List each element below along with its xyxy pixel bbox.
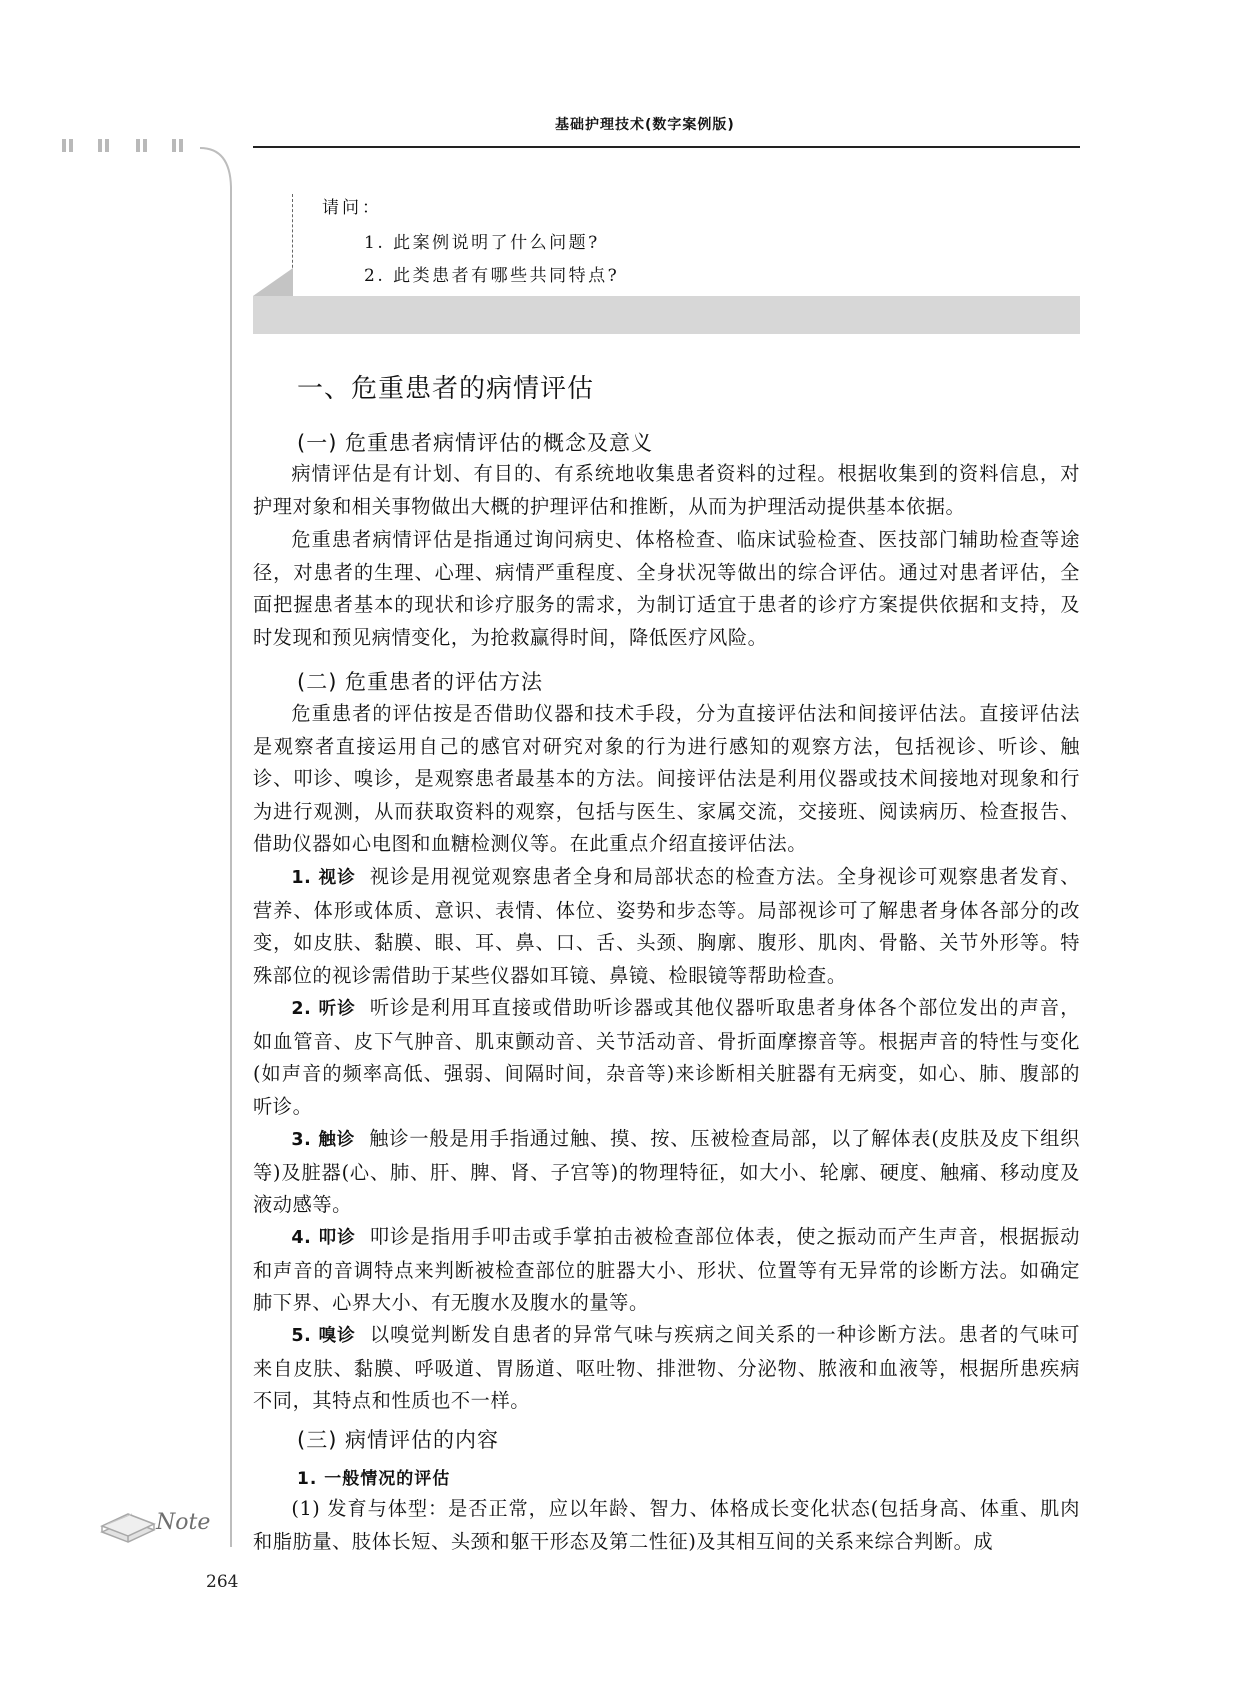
paragraph: 危重患者病情评估是指通过询问病史、体格检查、临床试验检查、医技部门辅助检查等途径，对患者的生理、心理、病情严重程度、全身状况等做出的综合评估。通过对患者评估，全面把握患者基本的现状和诊疗服务的需求，为制订适宜于患者的诊疗方案提供依据和支持，及时发现和预见病情变化，为抢救赢得时间，降低医疗风险。: [253, 528, 1080, 649]
case-question-1: 1. 此案例说明了什么问题?: [364, 233, 600, 253]
item-label: 4. 叩诊: [291, 1228, 356, 1248]
item-label: 3. 触诊: [291, 1130, 356, 1150]
subsection-title-3: (三) 病情评估的内容: [297, 1428, 500, 1452]
subsection-title-2: (二) 危重患者的评估方法: [297, 670, 544, 694]
section-title: 一、危重患者的病情评估: [297, 374, 595, 404]
item-label: 2. 听诊: [291, 999, 356, 1019]
item-text: 视诊是用视觉观察患者全身和局部状态的检查方法。全身视诊可观察患者发育、营养、体形或体质、意识、表情、体位、姿势和步态等。局部视诊可了解患者身体各部分的改变，如皮肤、黏膜、眼、耳、鼻、口、舌、头颈、胸廓、腹形、肌肉、骨骼、关节外形等。特殊部位的视诊需借助于某些仪器如耳镜、鼻镜、检眼镜等帮助检查。: [253, 865, 1080, 987]
margin-decoration-marks: [62, 139, 202, 155]
item-label: 5. 嗅诊: [291, 1326, 356, 1346]
note-label: Note: [156, 1510, 211, 1535]
page-number: 264: [206, 1572, 239, 1592]
list-item: [253, 1319, 1080, 1418]
list-item: [253, 992, 1080, 1123]
list-item: [253, 861, 1080, 992]
paragraph: 危重患者的评估按是否借助仪器和技术手段，分为直接评估法和间接评估法。直接评估法是观察者直接运用自己的感官对研究对象的行为进行感知的观察方法，包括视诊、听诊、触诊、叩诊、嗅诊，是观察患者最基本的方法。间接评估法是利用仪器或技术间接地对现象和行为进行观测，从而获取资料的观察，包括与医生、家属交流，交接班、阅读病历、检查报告、借助仪器如心电图和血糖检测仪等。在此重点介绍直接评估法。: [253, 702, 1080, 855]
header-rule: [253, 146, 1080, 148]
subsection-title-1: (一) 危重患者病情评估的概念及意义: [297, 431, 654, 455]
list-item: [253, 1221, 1080, 1320]
item-text: 以嗅觉判断发自患者的异常气味与疾病之间关系的一种诊断方法。患者的气味可来自皮肤、黏膜、呼吸道、胃肠道、呕吐物、排泄物、分泌物、脓液和血液等，根据所患疾病不同，其特点和性质也不一样。: [253, 1323, 1080, 1412]
case-question-label: 请问：: [322, 198, 382, 218]
paragraph: 病情评估是有计划、有目的、有系统地收集患者资料的过程。根据收集到的资料信息，对护理对象和相关事物做出大概的护理评估和推断，从而为护理活动提供基本依据。: [253, 462, 1080, 518]
item-label: 1. 视诊: [291, 868, 356, 888]
item-heading: 1. 一般情况的评估: [297, 1469, 451, 1489]
case-box-bar: [253, 296, 1080, 334]
paragraph: (1) 发育与体型：是否正常，应以年龄、智力、体格成长变化状态(包括身高、体重、肌肉和脂肪量、肢体长短、头颈和躯干形态及第二性征)及其相互间的关系来综合判断。成: [253, 1497, 1080, 1553]
case-box-corner: [253, 268, 293, 296]
case-question-2: 2. 此类患者有哪些共同特点?: [364, 266, 620, 286]
item-text: 听诊是利用耳直接或借助听诊器或其他仪器听取患者身体各个部位发出的声音，如血管音、皮下气肿音、肌束颤动音、关节活动音、骨折面摩擦音等。根据声音的特性与变化(如声音的频率高低、强弱、间隔时间，杂音等)来诊断相关脏器有无病变，如心、肺、腹部的听诊。: [253, 996, 1080, 1118]
item-text: 叩诊是指用手叩击或手掌拍击被检查部位体表，使之振动而产生声音，根据振动和声音的音调特点来判断被检查部位的脏器大小、形状、位置等有无异常的诊断方法。如确定肺下界、心界大小、有无腹水及腹水的量等。: [253, 1225, 1080, 1314]
margin-decoration-line: [200, 147, 235, 1547]
item-text: 触诊一般是用手指通过触、摸、按、压被检查局部，以了解体表(皮肤及皮下组织等)及脏器(心、肺、肝、脾、肾、子宫等)的物理特征，如大小、轮廓、硬度、触痛、移动度及液动感等。: [253, 1127, 1080, 1216]
running-title: 基础护理技术(数字案例版): [555, 117, 735, 133]
list-item: [253, 1123, 1080, 1222]
